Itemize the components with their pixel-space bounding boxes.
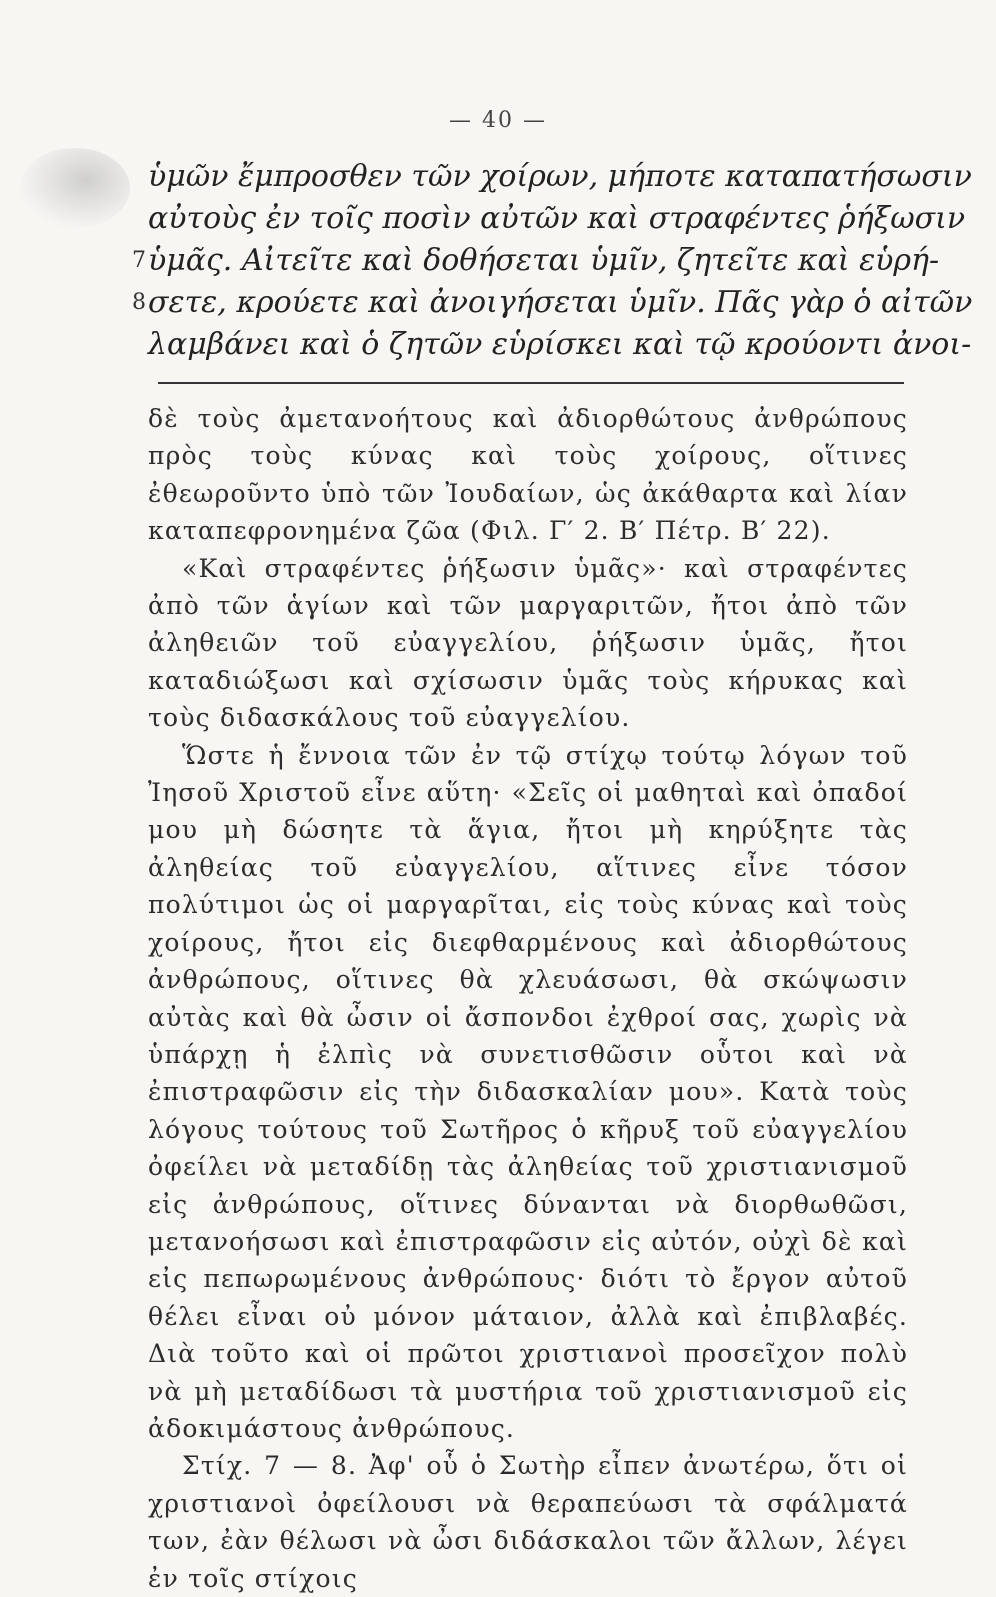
scripture-text: ὑμᾶς. Αἰτεῖτε καὶ δοθήσεται ὑμῖν, ζητεῖτε καὶ εὑρή- [148, 243, 940, 278]
scripture-block [132, 156, 973, 366]
commentary-block [148, 400, 908, 1597]
commentary-paragraph-1: δὲ τοὺς ἀμετανοήτους καὶ ἀδιορθώτους ἀνθρώπους πρὸς τοὺς κύνας καὶ τοὺς χοίρους, οἵτινες ἐθεωροῦντο ὑπὸ τῶν Ἰουδαίων, ὡς ἀκάθαρτα καὶ λίαν καταπεφρονημένα ζῶα (Φιλ. Γ′ 2. Β′ Πέτρ. Β′ 22). [148, 404, 908, 546]
scripture-text: αὐτοὺς ἐν τοῖς ποσὶν αὐτῶν καὶ στραφέντες ῥήξωσιν [148, 201, 966, 236]
scripture-text: ὑμῶν ἔμπροσθεν τῶν χοίρων, μήποτε καταπατήσωσιν [148, 159, 972, 194]
scripture-line [136, 198, 966, 240]
commentary-paragraph-4: Στίχ. 7 — 8. Ἀφ' οὗ ὁ Σωτὴρ εἶπεν ἀνωτέρω, ὅτι οἱ χριστιανοὶ ὀφείλουσι νὰ θεραπεύωσι τὰ σφάλματά των, ἐὰν θέλωσι νὰ ὦσι διδάσκαλοι τῶν ἄλλων, λέγει ἐν τοῖς στίχοις [148, 1451, 908, 1593]
scripture-text: σετε, κρούετε καὶ ἀνοιγήσεται ὑμῖν. Πᾶς γὰρ ὁ αἰτῶν [148, 285, 973, 320]
verse-number: 8 [132, 290, 146, 315]
scripture-line [132, 240, 940, 282]
scripture-line [136, 156, 972, 198]
verse-number: 7 [132, 248, 146, 273]
commentary-paragraph-3: Ὥστε ἡ ἔννοια τῶν ἐν τῷ στίχῳ τούτῳ λόγων τοῦ Ἰησοῦ Χριστοῦ εἶνε αὕτη· «Σεῖς οἱ μαθηταὶ καὶ ὀπαδοί μου μὴ δώσητε τὰ ἅγια, ἤτοι μὴ κηρύξητε τὰς ἀληθείας τοῦ εὐαγγελίου, αἵτινες εἶνε τόσον πολύτιμοι ὡς οἱ μαργαρῖται, εἰς τοὺς κύνας καὶ τοὺς χοίρους, ἤτοι εἰς διεφθαρμένους καὶ ἀδιορθώτους ἀνθρώπους, οἵτινες θὰ χλευάσωσι, θὰ σκώψωσιν αὐτὰς καὶ θὰ ὦσιν οἱ ἄσπονδοι ἐχθροί σας, χωρὶς νὰ ὑπάρχῃ ἡ ἐλπὶς νὰ συνετισθῶσιν οὗτοι καὶ νὰ ἐπιστραφῶσιν εἰς τὴν διδασκαλίαν μου». Κατὰ τοὺς λόγους τούτους τοῦ Σωτῆρος ὁ κῆρυξ τοῦ εὐαγγελίου ὀφείλει νὰ μεταδίδῃ τὰς ἀληθείας τοῦ χριστιανισμοῦ εἰς ἀνθρώπους, οἵτινες δύνανται νὰ διορθωθῶσι, μετανοήσωσι καὶ ἐπιστραφῶσιν εἰς αὐτόν, οὐχὶ δὲ καὶ εἰς πεπωρωμένους ἀνθρώπους· διότι τὸ ἔργον αὐτοῦ θέλει εἶναι οὐ μόνον μάταιον, ἀλλὰ καὶ ἐπιβλαβές. Διὰ τοῦτο καὶ οἱ πρῶτοι χριστιανοὶ προσεῖχον πολὺ νὰ μὴ μεταδίδωσι τὰ μυστήρια τοῦ χριστιανισμοῦ εἰς ἀδοκιμάστους ἀνθρώπους. [148, 740, 908, 1443]
scripture-text: λαμβάνει καὶ ὁ ζητῶν εὑρίσκει καὶ τῷ κρούοντι ἀνοι- [148, 327, 972, 362]
page-stain [20, 148, 130, 228]
commentary-paragraph-2: «Καὶ στραφέντες ῥήξωσιν ὑμᾶς»· καὶ στραφέντες ἀπὸ τῶν ἁγίων καὶ τῶν μαργαριτῶν, ἤτοι ἀπὸ τῶν ἀληθειῶν τοῦ εὐαγγελίου, ῥήξωσιν ὑμᾶς, ἤτοι καταδιώξωσι καὶ σχίσωσιν ὑμᾶς τοὺς κήρυκας καὶ τοὺς διδασκάλους τοῦ εὐαγγελίου. [148, 553, 908, 733]
page-number: — 40 — [449, 108, 547, 133]
scripture-line [136, 324, 972, 366]
scripture-line [132, 282, 973, 324]
separator-rule [158, 382, 904, 384]
